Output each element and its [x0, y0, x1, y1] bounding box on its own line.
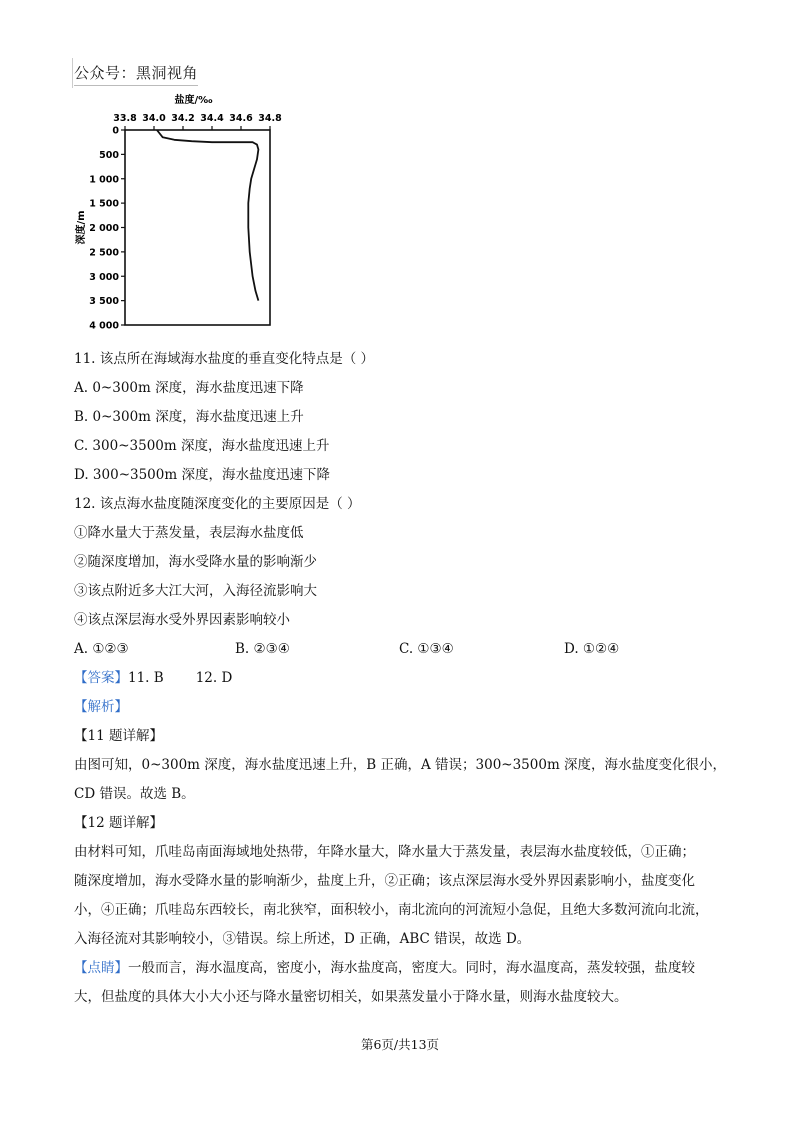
x-tick-label: 34.0: [142, 113, 166, 124]
detail-11-heading: 【11 题详解】: [74, 728, 163, 744]
x-tick-label: 34.4: [200, 113, 224, 124]
answer-tag: 【答案】: [74, 670, 128, 686]
q12-option-c: C. ①③④: [399, 641, 454, 657]
y-tick-label: 3 500: [89, 296, 119, 308]
dianjing-tag: 【点睛】: [74, 960, 128, 976]
analysis-tag: 【解析】: [74, 699, 128, 715]
q12-item-2: ②随深度增加，海水受降水量的影响渐少: [74, 554, 317, 570]
y-tick-label: 3 000: [89, 271, 119, 283]
y-tick-label: 2 500: [89, 247, 119, 259]
watermark-text: 公众号：黑洞视角: [74, 62, 198, 86]
y-tick-label: 0: [112, 125, 119, 137]
q12-stem: 12. 该点海水盐度随深度变化的主要原因是（ ）: [74, 496, 361, 512]
q12-item-1: ①降水量大于蒸发量，表层海水盐度低: [74, 525, 304, 541]
page-footer: 第6页/共13页: [360, 1037, 440, 1052]
q11-option-b: B. 0~300m 深度，海水盐度迅速上升: [74, 409, 304, 425]
y-tick-label: 1 500: [89, 198, 119, 210]
y-tick-label: 2 000: [89, 223, 119, 234]
salinity-depth-chart: [72, 92, 282, 337]
q12-option-d: D. ①②④: [564, 641, 620, 657]
salinity-profile-line: [157, 130, 259, 301]
q11-option-c: C. 300~3500m 深度，海水盐度迅速上升: [74, 438, 330, 454]
q12-item-4: ④该点深层海水受外界因素影响较小: [74, 612, 290, 628]
watermark-edge: [72, 58, 73, 88]
answer-12: 12. D: [195, 670, 233, 686]
q12-item-3: ③该点附近多大江大河，入海径流影响大: [74, 583, 317, 599]
q11-stem: 11. 该点所在海域海水盐度的垂直变化特点是（ ）: [74, 351, 375, 367]
answer-line: [74, 668, 232, 688]
y-tick-label: 1 000: [89, 174, 119, 186]
q11-option-d: D. 300~3500m 深度，海水盐度迅速下降: [74, 467, 330, 483]
detail-11-line-2: CD 错误。故选 B。: [74, 786, 195, 802]
x-tick-label: 33.8: [113, 113, 137, 124]
detail-12-heading: 【12 题详解】: [74, 815, 163, 831]
answer-11: 11. B: [128, 670, 164, 686]
dianjing-text-1: 一般而言，海水温度高，密度小，海水盐度高，密度大。同时，海水温度高，蒸发较强，盐度较: [128, 960, 695, 976]
detail-12-line-1: 由材料可知，爪哇岛南面海域地处热带，年降水量大，降水量大于蒸发量，表层海水盐度较低，①正确；: [74, 844, 695, 860]
x-tick-label: 34.8: [258, 113, 282, 124]
q12-option-a: A. ①②③: [74, 641, 129, 657]
q11-option-a: A. 0~300m 深度，海水盐度迅速下降: [74, 380, 304, 396]
x-tick-label: 34.2: [171, 113, 195, 124]
dianjing-line-2: 大，但盐度的具体大小大小还与降水量密切相关，如果蒸发量小于降水量，则海水盐度较大。: [74, 989, 628, 1005]
y-tick-label: 500: [99, 149, 119, 161]
detail-11-line-1: 由图可知，0~300m 深度，海水盐度迅速上升，B 正确，A 错误；300~3500m 深度，海水盐度变化很小，: [74, 757, 727, 773]
detail-12-line-4: 入海径流对其影响较小，③错误。综上所述，D 正确，ABC 错误，故选 D。: [74, 931, 531, 947]
chart-title: 盐度/‰: [174, 95, 213, 106]
detail-12-line-2: 随深度增加，海水受降水量的影响渐少，盐度上升，②正确；该点深层海水受外界因素影响小，盐度变化: [74, 873, 695, 889]
q12-option-b: B. ②③④: [235, 641, 290, 657]
y-tick-label: 4 000: [89, 320, 119, 332]
x-tick-label: 34.6: [229, 113, 253, 124]
dianjing-line-1: [74, 958, 695, 978]
detail-12-line-3: 小，④正确；爪哇岛东西较长，南北狭窄，面积较小，南北流向的河流短小急促，且绝大多数河流向北流，: [74, 902, 709, 918]
y-axis-label: 深度/m: [76, 210, 87, 245]
